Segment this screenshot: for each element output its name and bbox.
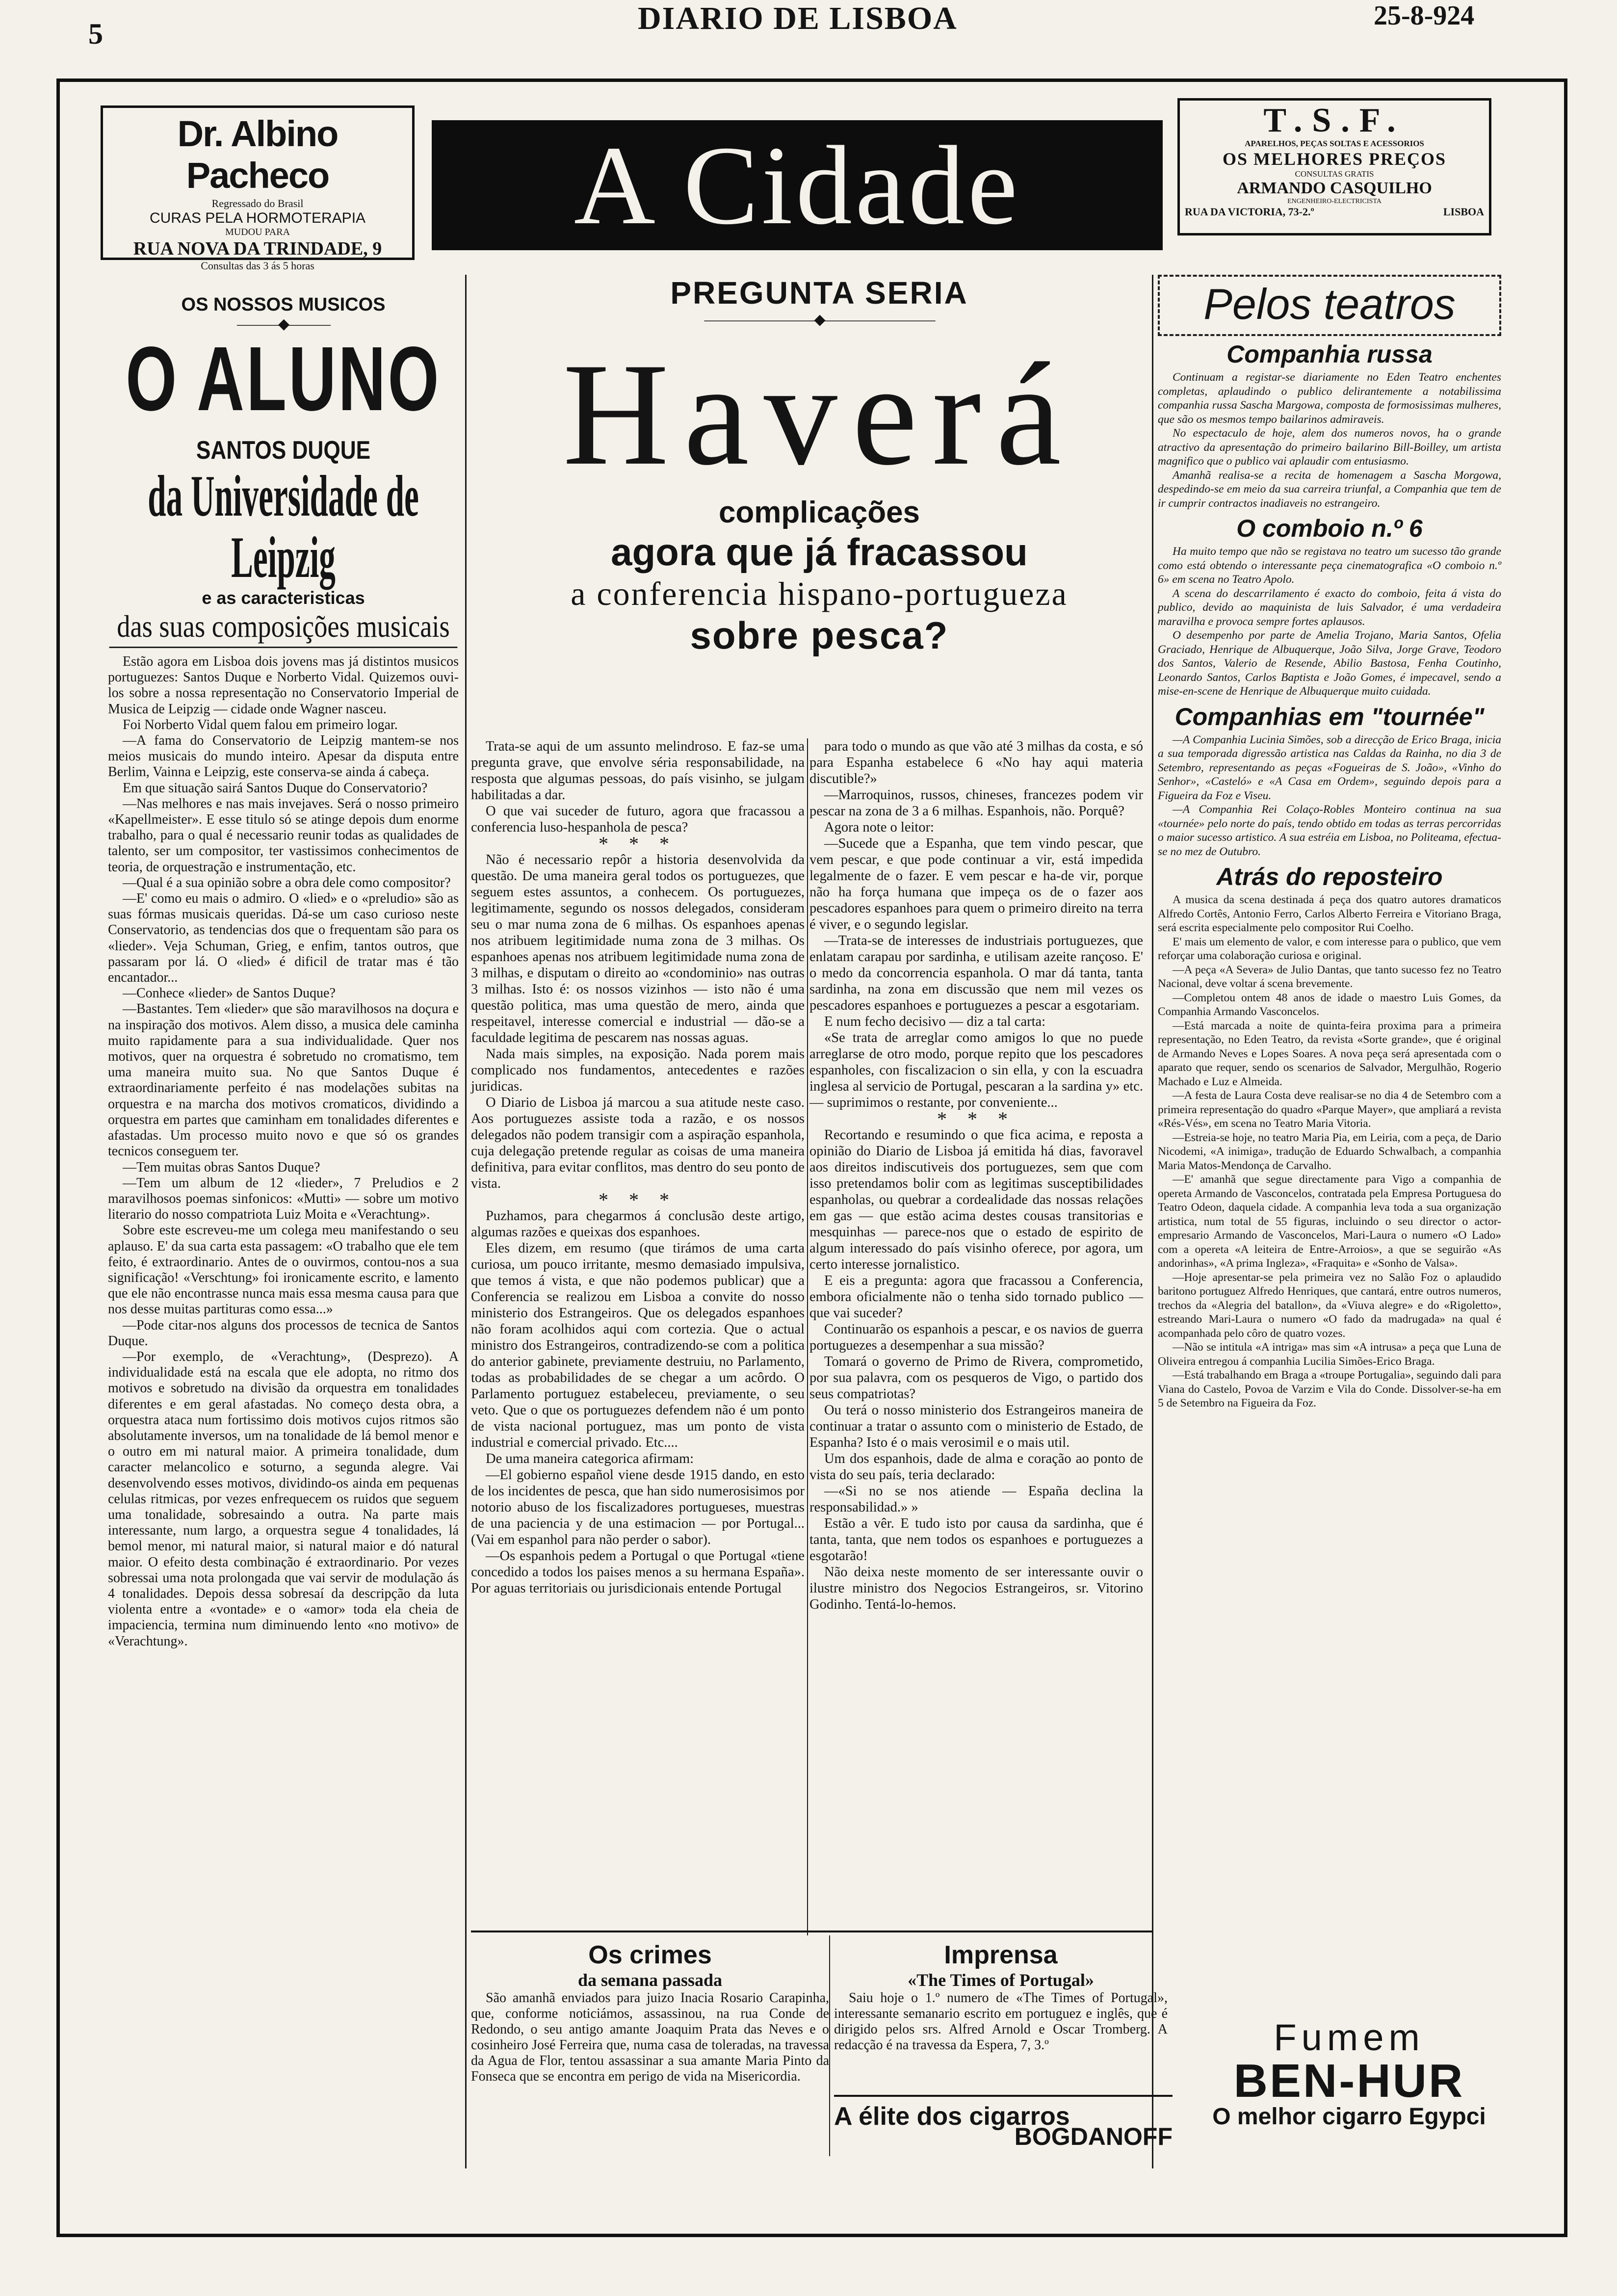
article-subhead: sobre pesca? [690,614,949,657]
article-subhead: e as caracteristicas [202,588,365,608]
article-subhead: da Universidade de Leipzig [148,463,419,590]
column-rule [829,1935,830,2156]
ad-brand: BEN-HUR [1233,2055,1465,2107]
crimes-title: Os crimes [588,1941,712,1969]
column-rule [465,275,467,2168]
paragraph: E' mais um elemento de valor, e com interesse para o publico, que vem reforçar uma colaboração curiosa e original. [1158,935,1501,962]
paragraph: —A fama do Conservatorio de Leipzig mantem-se nos meios musicais do mundo inteiro. Apesar da disputa entre Berlim, Vainna e Leipzig, este conserva-se ainda á cabeça. [108,733,459,780]
paragraph: —Está marcada a noite de quinta-feira proxima para a primeira representação, no Eden Teatro, da revista «Sorte grande», que é original de Armando Neves e Lopes Soares. A nova peça será apresentada com o aparato que requer, sendo os scenarios de Salvador, Mergulhão, Rogerio Machado e Luz e Almeida. [1158,1019,1501,1088]
paragraph: Agora note o leitor: [824,820,934,835]
paragraph: E eis a pregunta: agora que fracassou a Conferencia, embora oficialmente não o tenha sido tornado publico — que vai suceder? [809,1273,1143,1321]
crimes-body [471,1990,829,2085]
ad-line: Consultas das 3 ás 5 horas [201,260,314,272]
theatre-title: Pelos teatros [1158,275,1501,336]
paragraph: Estão a vêr. E tudo isto por causa da sardinha, que é tanta, tanta, que nem todos os espanhoes e portuguezes a esgotarão! [809,1516,1143,1564]
ad-line: RUA NOVA DA TRINDADE, 9 [133,238,382,259]
section-heading: O comboio n.º 6 [1236,515,1423,542]
paragraph: —Marroquinos, russos, chineses, francezes podem vir pescar na zona de 3 a 6 milhas. Espanhois, não. Porquê? [809,787,1143,819]
paragraph: Estão agora em Lisboa dois jovens mas já distintos musicos portuguezes: Santos Duque e Norberto Vidal. Quizemos ouvi-los sobre a nossa representação no Conservatorio Imperial de Musica de Leipzig — cidade onde Wagner nasceu. [108,654,459,717]
section-body [1158,733,1501,859]
paragraph: Puzhamos, para chegarmos á conclusão deste artigo, algumas razões e queixas dos espanhoes. [471,1208,805,1240]
paragraph: —Nas melhores e nas mais invejaves. Será o nosso primeiro «Kapellmeister». E esse titulo só se atinge depois dum enorme trabalho, para o qual é necessario reunir todas as qualidades de talento, ser um compositor, ter vastissimos conhecimentos de teoria, de orquestração e instrumentação, etc. [108,796,459,875]
ad-line: Fumem [1274,2017,1425,2059]
section-body [1158,545,1501,699]
section-divider [471,1931,1153,1932]
ad-ben-hur [1192,2016,1506,2130]
paragraph: para todo o mundo as que vão até 3 milhas da costa, e só para Espanha estabelece 6 «No hay aqui materia discutible?» [809,739,1143,786]
paragraph: —A Companhia Rei Colaço-Robles Monteiro continua na sua «tournée» pelo norte do país, tendo obtido em todas as terras percorridas o maior sucesso artistico. A sua estréia em Lisboa, no Politeama, efectua-se no mez de Outubro. [1158,803,1501,858]
paragraph: —Não se intitula «A intriga» mas sim «A intrusa» a peça que Luna de Oliveira entregou á companhia Lucilia Simões-Erico Braga. [1158,1341,1501,1368]
paragraph: Em que situação sairá Santos Duque do Conservatorio? [123,780,428,796]
paragraph: —Pode citar-nos alguns dos processos de tecnica de Santos Duque. [108,1317,459,1349]
paragraph: A musica da scena destinada á peça dos quatro autores dramaticos Alfredo Cortês, Antonio Ferro, Carlos Alberto Ferreira e Vitoriano Braga, será escrita especialmente pelo compositor Rui Coelho. [1158,893,1501,934]
paragraph: —Os espanhois pedem a Portugal o que Portugal «tiene concedido a todos los paises menos a su hermana España». Por aguas territoriais ou jurisdicionais entende Portugal [471,1548,805,1596]
paragraph: Continuam a registar-se diariamente no Eden Teatro enchentes completas, aplaudindo o publico delirantemente a notabilissima companhia russa Sascha Margowa, composta de formosissimas mulheres, que são os mesmos tempo bailarinos admiraveis. [1158,371,1501,426]
main-article-column-2 [809,738,1143,1613]
article-kicker: OS NOSSOS MUSICOS [181,294,386,315]
paragraph: —«Si no se nos atiende — España declina la responsabilidad.» » [809,1484,1143,1515]
ad-line: O melhor cigarro Egypci [1212,2104,1486,2130]
article-subhead: a conferencia hispano-portugueza [571,575,1068,612]
theatre-column [1158,275,1501,1410]
paragraph: Sobre este escreveu-me um colega meu manifestando o seu aplauso. E' da sua carta esta passagem: «O trabalho que ele tem feito, é extraordinario. Antes de o ouvirmos, contou-nos a sua significação! «Verschtung» foi ironicamente escrito, e lamento que ele não encontrasse nunca mais essa mesma causa para que nos desse muitas partituras como essa...» [108,1223,459,1317]
paragraph: Não é necessario repôr a historia desenvolvida da questão. De uma maneira geral todos os portuguezes, que seguem estes assuntos, a conhecem. Os portuguezes, legitimamente, segundo os nossos delegados, consideram seu o mar numa zona de 6 milhas. Os espanhoes apenas nos atribuem legitimidade numa zona de 3 milhas. Os espanhoes apenas nos atribuem legitimidade numa zona de 3 milhas, e disputam o direito ao «condominio» nas outras 3 milhas. Isto é: os nossos vizinhos — isto não é uma questão politica, mas uma questão de mero, ainda que respeitavel, interesse comercial e industrial — dão-se a faculdade legitima de pescarem nas nossas aguas. [471,852,805,1045]
paragraph: —Bastantes. Tem «lieder» que são maravilhosos na doçura e na inspiração dos motivos. Alem disso, a musica dele caminha muito rapidamente para a sua individualidade. Quer nos motivos, quer na orquestra é sobretudo no cromatismo, tem uma maneira muito sua. No que Santos Duque é extraordinariamente perfeito é nas modelações subitas na orquestra e na marcha dos motivos cromaticos, dividindo a orquestra em partes que caminham em tonalidades diferentes e afastadas. Um processo muito novo e que só os grandes tecnicos conseguem ter. [108,1001,459,1159]
ad-line: OS MELHORES PREÇOS [1222,149,1447,169]
ad-line: Regressado do Brasil [211,197,304,209]
section-heading: Companhias em "tournée" [1174,703,1485,731]
ad-address: RUA DA VICTORIA, 73-2.º [1185,206,1314,218]
article-kicker: PREGUNTA SERIA [670,275,968,311]
section-logo: A Cidade [432,120,1163,250]
paragraph: Saiu hoje o 1.º numero de «The Times of Portugal», interessante semanario escrito em portuguez e inglês, que é dirigido pelos srs. Alfred Arnold e Oscar Tromberg. A redacção é na travessa da Espera, 7, 3.º [834,1990,1168,2053]
ad-tsf [1177,98,1491,235]
column-rule [807,738,808,1935]
left-article [108,294,459,1649]
article-subhead: agora que já fracassou [611,530,1028,574]
paragraph: —El gobierno español viene desde 1915 dando, en esto de los incidentes de pesca, que han sido numerosisimos por notorio abuso de los fiscalizadores portugueses, muestras de una paciencia y de una estimacion — por Portugal... (Vai em espanhol para não perder o sabor). [471,1467,805,1547]
paragraph: Recortando e resumindo o que fica acima, e reposta a opinião do Diario de Lisboa já emitida há dias, favoravel aos direitos indiscutiveis dos portuguezes, sem que com isso pretendamos bolir com as legitimas susceptibilidades espanholas, ou quebrar a cordealidade das nossas relações em gas — que estão acima destes cousas transitorias e mesquinhas — parece-nos que o estado de espirito de algum interessado do país visinho oferece, por agora, um certo interesse jornalistico. [809,1127,1143,1272]
ad-line: MUDOU PARA [225,227,290,237]
ad-albino-pacheco [101,105,415,272]
paragraph: —Tem muitas obras Santos Duque? [123,1159,320,1175]
paragraph: São amanhã enviados para juizo Inacia Rosario Carapinha, que, conforme noticiámos, assassinou, na rua Conde de Redondo, o seu antigo amante Joaquim Prata das Neves e o cosinheiro José Ferreira que, numa casa de toleradas, na travessa da Agua de Flor, tentou assassinar a sua amante Maria Pinto da Fonseca que se encontra em perigo de vida na Misericordia. [471,1990,829,2084]
section-heading: Companhia russa [1226,340,1433,368]
paragraph: —E' como eu mais o admiro. O «lied» e o «preludio» são as suas fórmas musicais queridas. Dá-se um caso curioso neste Conservatorio, as tendencias dos que o frequentam são para os «lieder». Veja Schuman, Grieg, e enfim, tantos outros, que passaram por lá. O «lied» é dificil de tratar mas é tão encantador... [108,891,459,986]
imprensa-article [834,1940,1168,2053]
article-subhead: das suas composições musicais [109,608,458,648]
paragraph: —Tem um album de 12 «lieder», 7 Preludios e 2 maravilhosos poemas sinfonicos: «Mutti» — sobre um motivo literario do nosso compatriota Luiz Moita e «Verachtung». [108,1175,459,1223]
paragraph: «Se trata de arreglar como amigos lo que no puede arreglarse de otro modo, porque repito que los pescadores espanholes, con fiscalizacion o sin ella, y con la escuadra inglesa al servicio de Portugal, pescaran a la sardina y» etc. — suprimimos o restante, por conveniente... [809,1030,1143,1110]
paragraph: Trata-se aqui de um assunto melindroso. E faz-se uma pregunta grave, que envolve séria responsabilidade, na resposta que algumas pessoas, do país visinho, se julgam habilitadas a dar. [471,739,805,803]
paragraph: —A Companhia Lucinia Simões, sob a direcção de Erico Braga, inicia a sua temporada digressão artistica nas Caldas da Rainha, no dia 3 de Setembro, representando as peças «Fogueiras de S. João», «Vinho do Senhor», «Casteló» e «A Casa em Ordem», seguindo depois para a Figueira da Foz e Viseu. [1158,733,1501,802]
paragraph: Continuarão os espanhois a pescar, e os navios de guerra portuguezes a desempenhar a sua missão? [809,1322,1143,1353]
paragraph: Nada mais simples, na exposição. Nada porem mais complicado nos fundamentos, antecedentes e razões juridicas. [471,1046,805,1094]
paragraph: E num fecho decisivo — diz a tal carta: [824,1014,1046,1029]
paragraph: —A festa de Laura Costa deve realisar-se no dia 4 de Setembro com a primeira representação do quadro «Parque Mayer», que ampliará a revista «Rés-Vés», em scena no Teatro Maria Vitoria. [1158,1089,1501,1130]
section-heading: Atrás do reposteiro [1216,863,1443,890]
paragraph: A scena do descarrilamento é exacto do comboio, feita á vista do publico, devido ao maquinista de luis Salvador, é uma verdadeira maravilha e provoca sempre fortes aplausos. [1158,587,1501,628]
article-headline: O ALUNO [126,328,441,430]
newspaper-masthead: DIARIO DE LISBOA [638,0,958,36]
paragraph: Tomará o governo de Primo de Rivera, comprometido, por sua palavra, com os pesqueros de Vigo, o partido dos seus compatriotas? [809,1354,1143,1402]
paragraph: Eles dizem, em resumo (que tirámos de uma carta curiosa, um pouco irritante, mesmo demasiado impulsiva, que temos á vista, e que não podemos publicar) que a Conferencia se realizou em Lisboa a convite do nosso ministerio dos Estrangeiros. Que os delegados espanhoes não foram acolhidos aqui com cortezia. Que o actual ministro dos Estrangeiros, contradizendo-se com a politica do anterior gabinete, previamente destruiu, no Parlamento, todas as probabilidades de se chegar a um acôrdo. O Parlamento portuguez estabeleceu, previamente, o seu veto. Que o que os portuguezes defendem não é um ponto de vista nacional portuguez, mas um ponto de vista industrial e comercial privado. Etc.... [471,1241,805,1450]
paragraph: —E' amanhã que segue directamente para Vigo a companhia de opereta Armando de Vasconcelos, contratada pela Empresa Portuguesa do Teatro Odeon, daquela cidade. A companhia leva toda a sua organização artistica, num total de 55 figuras, incluindo o seu director o actor-empresario Armando de Vasconcelos, Mari-Laura o numero «O Lado» com a opereta «A leiteira de Entre-Arroios», a que se seguirão «As andorinhas», «A prima Ingleza», «Fraquita» e «Sonho de Valsa». [1158,1173,1501,1270]
imprensa-title: Imprensa [944,1941,1058,1969]
ad-address-row [1180,206,1489,218]
paragraph: —Trata-se de interesses de industriais portuguezes, que enlatam carapau por sardinha, e utilisam azeite rançoso. E' o medo da concorrencia espanhola. O mar dá tanta, tanta sardinha, na zona em discussão que nem mil vezes os pescadores espanhoes e portuguezes a pescar a esgotariam. [809,933,1143,1013]
paragraph: Amanhã realisa-se a recita de homenagem a Sascha Morgowa, despedindo-se em meio da sua carreira triunfal, a Companhia que tem de ir cumprir contractos inadiaveis no estrangeiro. [1158,469,1501,510]
paragraph: —Conhece «lieder» de Santos Duque? [123,986,336,1001]
column-rule [1152,275,1153,2168]
paragraph: —Por exemplo, de «Verachtung», (Desprezo). A individualidade está na escala que ele adopta, no ritmo dos motivos e sobretudo na divisão da orquestra em tonalidades diferentes e em geral afastadas. No começo desta obra, a orquestra ataca num fortissimo dois motivos cujos ritmos são absolutamente inversos, um na tonalidade de lá bemol menor e o outro em mi natural maior. A primeira tonalidade, dum caracter melancolico e soturno, a segunda alegre. Vai desenvolvendo esses motivos, dividindo-os ainda em pequenas celulas ritmicas, por vezes enfrequecem os ruidos que seguem uma tonalidade, sobresaindo a outra. Na parte mais interessante, num largo, a orquestra segue 4 tonalidades, lá bemol menor, mi natural maior, si natural maior e dó natural maior. O efeito desta combinação é extraordinario. Por vezes sobressai uma nota prolongada que vai servir de modulação ás 4 tonalidades. Depois dessa sobresaí da descripção da luta violenta entre a «vontade» e o «amor» toda ela cheia de impaciencia, termina num diminuendo lento «no motivo» de «Verachtung». [108,1349,459,1649]
section-body [1158,370,1501,510]
ad-line: CONSULTAS GRATIS [1295,169,1374,179]
paragraph: O desempenho por parte de Amelia Trojano, Maria Santos, Ofelia Graciado, Henrique de Albuquerque, João Silva, Jorge Grave, Teodoro dos Santos, Valerio de Resende, Abilio Bastosa, Fenha Coutinho, Leonardo Santos, Carlos Baptista e João Gomes, é impecavel, sendo a mise-en-scene de Henrique de Albuquerque muito cuidada. [1158,629,1501,698]
imprensa-body [834,1990,1168,2053]
section-body [1158,893,1501,1410]
ad-bogdanoff [834,2095,1173,2151]
paragraph: Não deixa neste momento de ser interessante ouvir o ilustre ministro dos Negocios Estrangeiros, sr. Vitorino Godinho. Tentá-lo-hemos. [809,1565,1143,1612]
main-article-column-1 [471,738,805,1596]
paragraph: Um dos espanhois, dade de alma e coração ao ponto de vista do seu país, teria declarado: [809,1451,1143,1483]
ad-line: A élite dos cigarros [834,2102,1070,2131]
ornament-rule: ————————◆———————— [704,312,935,328]
paragraph: —Completou ontem 48 anos de idade o maestro Luis Gomes, da Companhia Armando Vasconcelos. [1158,991,1501,1018]
paragraph: —Está trabalhando em Braga a «troupe Portugalia», seguindo dali para Viana do Castelo, Povoa de Varzim e Vila do Conde. Dissolver-se-ha em 5 de Setembro na Figueira da Foz. [1158,1369,1501,1409]
section-separator: * * * [937,1108,1016,1130]
paragraph: —Sucede que a Espanha, que tem vindo pescar, que vem pescar, e que pode continuar a vir, está impedida legalmente de o fazer. E vem pescar e ha-de vir, porque não ha força humana que impeça os de o fazer aos pescadores espanhoes para quem o primeiro direito na terra é viver, e o segundo legislar. [809,836,1143,932]
paragraph: —Qual é a sua opinião sobre a obra dele como compositor? [123,875,451,890]
crimes-article [471,1940,829,2085]
ad-line: CURAS PELA HORMOTERAPIA [149,210,366,226]
article-subhead: SANTOS DUQUE [196,436,371,465]
imprensa-subtitle: «The Times of Portugal» [908,1970,1094,1990]
section-separator: * * * [599,1189,677,1211]
ad-city: LISBOA [1443,206,1484,218]
article-subhead: complicações [718,496,920,529]
ad-line: ARMANDO CASQUILHO [1237,179,1432,197]
article-body [108,654,459,1649]
main-article-header [491,275,1148,658]
ad-line: APARELHOS, PEÇAS SOLTAS E ACESSORIOS [1245,139,1424,148]
paragraph: Foi Norberto Vidal quem falou em primeiro logar. [123,717,398,732]
paragraph: —A peça «A Severa» de Julio Dantas, que tanto sucesso fez no Teatro Nacional, deve voltar á scena brevemente. [1158,963,1501,990]
ad-line: ENGENHEIRO-ELECTRICISTA [1287,198,1382,205]
page-number: 5 [88,18,103,50]
paragraph: O que vai suceder de futuro, agora que fracassou a conferencia luso-hespanhola de pesca? [471,804,805,835]
issue-date: 25-8-924 [1374,0,1475,31]
paragraph: Ou terá o nosso ministerio dos Estrangeiros maneira de continuar a tratar o assunto com o ministerio de Estado, de Espanha? Isto é o mais verosimil e o mais util. [809,1403,1143,1450]
ornament-rule: ———◆——— [236,316,330,332]
paragraph: Ha muito tempo que não se registava no teatro um sucesso tão grande como está obtendo o interessante peça cinematografica «O comboio n.º 6» em scena no Teatro Apolo. [1158,545,1501,586]
ad-line: BOGDANOFF [1014,2123,1173,2150]
ad-title: T.S.F. [1263,102,1406,139]
paragraph: De uma maneira categorica afirmam: [486,1451,694,1466]
paragraph: —Estreia-se hoje, no teatro Maria Pia, em Leiria, com a peça, de Dario Nicodemi, «A inimiga», tradução de Eduardo Schwalbach, a companhia Maria Matos-Mendonça de Carvalho. [1158,1131,1501,1172]
section-separator: * * * [599,833,677,855]
crimes-subtitle: da semana passada [577,1970,723,1990]
ad-name: Dr. Albino Pacheco [177,113,338,196]
article-headline: Haverá [562,333,1076,496]
paragraph: —Hoje apresentar-se pela primeira vez no Salão Foz o aplaudido baritono portuguez Alfredo Henriques, que cantará, entre outros numeros, trechos da «Alegria del batallon», da «Viuva alegre» e do «Rigoletto», estreando Mari-Laura o numero «O fado da madrugada» na qual é acompanhada pelo côro de quatro vozes. [1158,1271,1501,1340]
paragraph: No espectaculo de hoje, alem dos numeros novos, ha o grande atractivo da apresentação do primeiro bailarino Bill-Boilley, um artista magnifico que o publico vai aplaudir com entusiasmo. [1158,427,1501,468]
paragraph: O Diario de Lisboa já marcou a sua atitude neste caso. Aos portuguezes assiste toda a razão, e os nossos delegados não podem transigir com a aspiração espanhola, cuja delegação pretende regular as coisas de uma maneira definitiva, para evitar conflitos, mas dentro do seu ponto de vista. [471,1095,805,1191]
